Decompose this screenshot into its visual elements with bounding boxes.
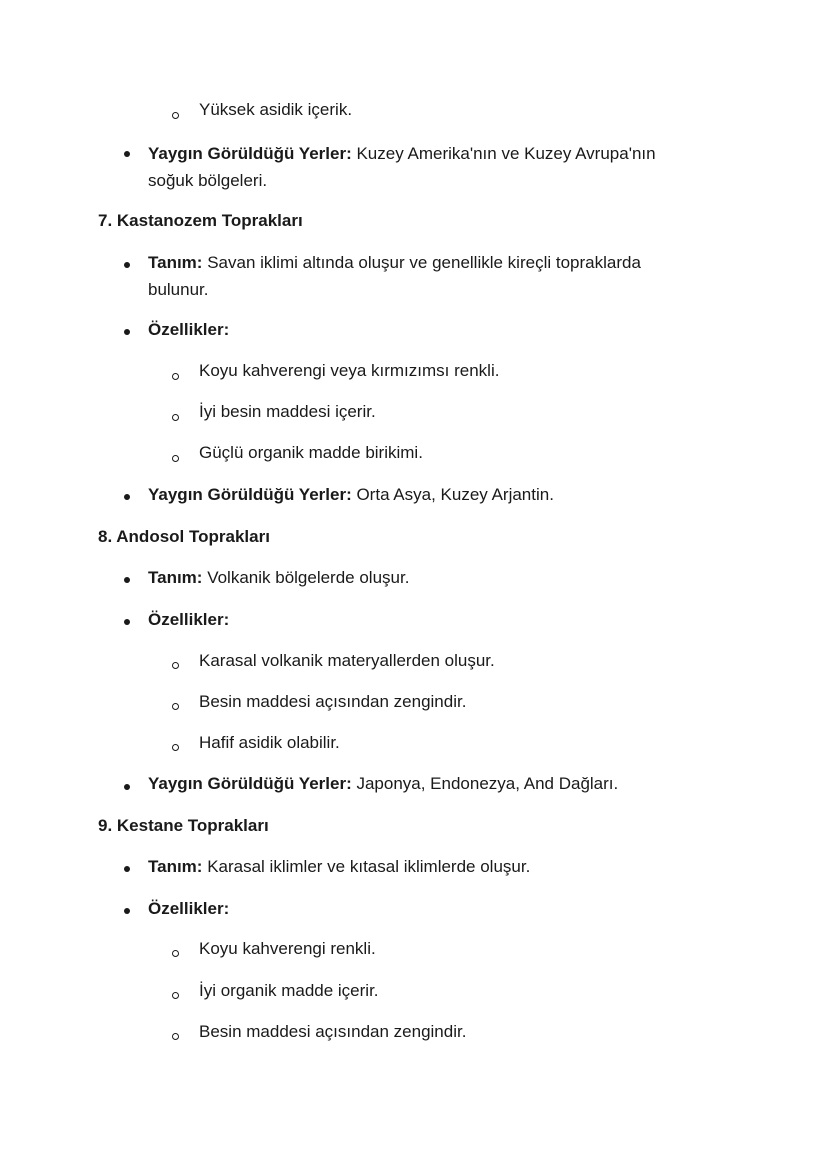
list-item-places-cont: soğuk bölgeleri. — [148, 171, 268, 190]
sub-bullet-icon — [172, 455, 179, 462]
bullet-icon — [124, 577, 130, 583]
definition-label: Tanım: — [148, 568, 203, 587]
definition-label: Tanım: — [148, 253, 203, 272]
sub-bullet-icon — [172, 112, 179, 119]
places-label: Yaygın Görüldüğü Yerler: — [148, 774, 352, 793]
bullet-icon — [124, 494, 130, 500]
sub-bullet-icon — [172, 414, 179, 421]
bullet-icon — [124, 151, 130, 157]
definition-label: Tanım: — [148, 857, 203, 876]
bullet-icon — [124, 262, 130, 268]
sub-list-item: Koyu kahverengi veya kırmızımsı renkli. — [199, 361, 500, 380]
places-value: Japonya, Endonezya, And Dağları. — [351, 774, 619, 793]
bullet-icon — [124, 784, 130, 790]
list-item-places — [148, 770, 618, 798]
sub-bullet-icon — [172, 744, 179, 751]
sub-list-item: İyi besin maddesi içerir. — [199, 402, 376, 421]
sub-list-item: Karasal volkanik materyallerden oluşur. — [199, 651, 495, 670]
features-label: Özellikler: — [148, 610, 230, 629]
bullet-icon — [124, 908, 130, 914]
section-heading: 8. Andosol Toprakları — [98, 527, 270, 546]
list-item-places — [148, 140, 656, 168]
bullet-icon — [124, 619, 130, 625]
list-item-definition — [148, 564, 409, 592]
bullet-icon — [124, 866, 130, 872]
sub-list-item: Yüksek asidik içerik. — [199, 100, 353, 119]
definition-value: Savan iklimi altında oluşur ve genellikle kireçli topraklarda — [202, 253, 641, 272]
sub-list-item: Koyu kahverengi renkli. — [199, 939, 376, 958]
section-heading: 9. Kestane Toprakları — [98, 816, 269, 835]
definition-value: Volkanik bölgelerde oluşur. — [202, 568, 410, 587]
sub-bullet-icon — [172, 950, 179, 957]
places-label: Yaygın Görüldüğü Yerler: — [148, 144, 352, 163]
features-label: Özellikler: — [148, 899, 230, 918]
sub-bullet-icon — [172, 992, 179, 999]
bullet-icon — [124, 329, 130, 335]
sub-list-item: Hafif asidik olabilir. — [199, 733, 340, 752]
section-heading: 7. Kastanozem Toprakları — [98, 211, 303, 230]
sub-list-item: Güçlü organik madde birikimi. — [199, 443, 423, 462]
sub-bullet-icon — [172, 703, 179, 710]
places-value: Orta Asya, Kuzey Arjantin. — [351, 485, 554, 504]
features-label: Özellikler: — [148, 320, 230, 339]
definition-value: Karasal iklimler ve kıtasal iklimlerde oluşur. — [202, 857, 531, 876]
list-item-definition — [148, 853, 530, 881]
sub-bullet-icon — [172, 662, 179, 669]
list-item-places — [148, 481, 554, 509]
list-item-definition-cont: bulunur. — [148, 280, 209, 299]
sub-bullet-icon — [172, 373, 179, 380]
places-label: Yaygın Görüldüğü Yerler: — [148, 485, 352, 504]
list-item-definition — [148, 249, 641, 277]
sub-list-item: İyi organik madde içerir. — [199, 981, 379, 1000]
sub-bullet-icon — [172, 1033, 179, 1040]
sub-list-item: Besin maddesi açısından zengindir. — [199, 692, 467, 711]
places-value: Kuzey Amerika'nın ve Kuzey Avrupa'nın — [351, 144, 656, 163]
sub-list-item: Besin maddesi açısından zengindir. — [199, 1022, 467, 1041]
